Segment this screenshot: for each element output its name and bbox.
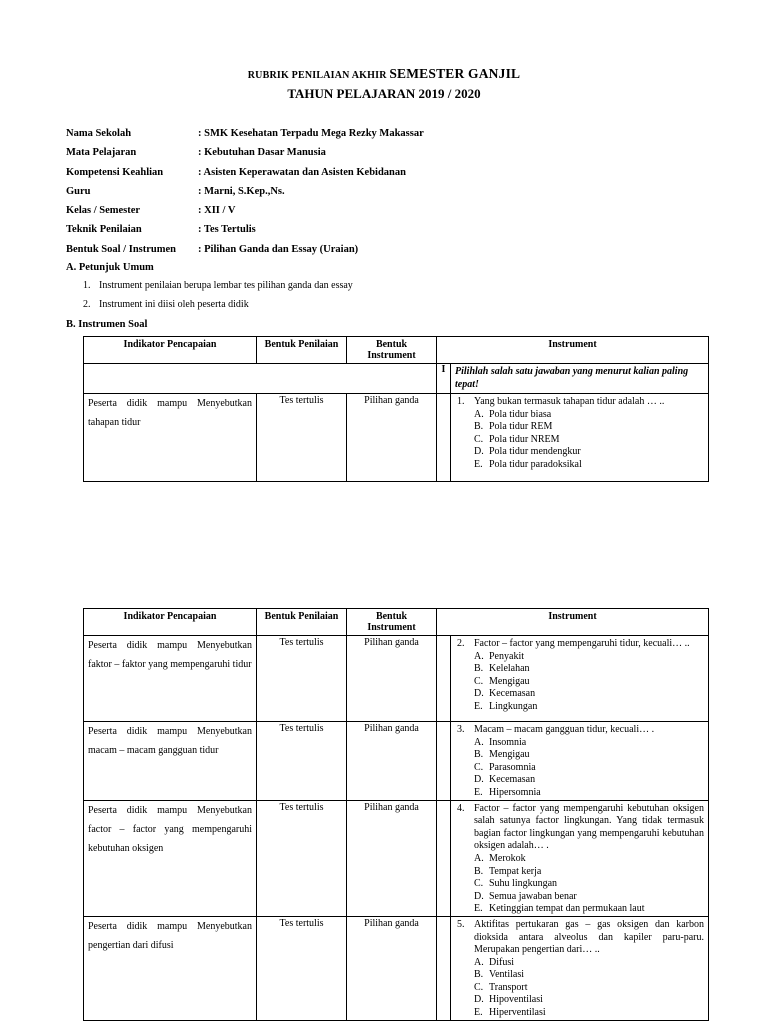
info-label: Guru <box>66 185 91 197</box>
indikator-cell: Peserta didik mampu Menyebutkan factor – factor yang mempengaruhi kebutuhan oksigen <box>84 800 257 916</box>
header-bentuk-penilaian: Bentuk Penilaian <box>257 337 347 364</box>
table-header-row <box>84 609 709 636</box>
option-letter: E. <box>474 1007 483 1019</box>
info-row <box>66 167 424 186</box>
option-letter: B. <box>474 421 484 433</box>
question <box>457 919 704 957</box>
instrument-table-2 <box>83 608 709 1021</box>
option-text: Mengigau <box>489 749 530 761</box>
option-letter: A. <box>474 408 484 420</box>
option <box>457 982 704 995</box>
option-letter: B. <box>474 865 484 877</box>
info-row <box>66 205 424 224</box>
indikator-cell: Peserta didik mampu Menyebutkan macam – macam gangguan tidur <box>84 722 257 801</box>
option-text: Kecemasan <box>489 688 536 700</box>
option-letter: E. <box>474 700 483 712</box>
option-text: Kecemasan <box>489 774 536 786</box>
option <box>457 866 704 879</box>
option <box>457 878 704 891</box>
option <box>457 446 704 459</box>
option-text: Merokok <box>489 852 526 864</box>
option-letter: D. <box>474 688 484 700</box>
document-title <box>0 66 768 82</box>
table-row <box>84 722 709 801</box>
option <box>457 891 704 904</box>
option-letter: D. <box>474 446 484 458</box>
document-subtitle: TAHUN PELAJARAN 2019 / 2020 <box>287 86 481 101</box>
info-value: : SMK Kesehatan Terpadu Mega Rezky Makassar <box>198 128 424 139</box>
question-number: 3. <box>457 724 465 735</box>
indikator-cell: Peserta didik mampu Menyebutkan faktor – faktor yang mempengaruhi tidur <box>84 636 257 722</box>
option <box>457 762 704 775</box>
empty-num-cell <box>437 916 451 1020</box>
header-instrument: Instrument <box>437 609 709 636</box>
list-text: Instrument penilaian berupa lembar tes pilihan ganda dan essay <box>99 280 353 291</box>
empty-num-cell <box>437 800 451 916</box>
option-letter: C. <box>474 675 484 687</box>
option-text: Pola tidur NREM <box>489 433 560 445</box>
penilaian-cell: Tes tertulis <box>257 800 347 916</box>
info-label: Kelas / Semester <box>66 205 141 217</box>
info-value: : XII / V <box>198 205 236 217</box>
info-value: : Kebutuhan Dasar Manusia <box>198 147 326 159</box>
option <box>457 688 704 701</box>
info-row <box>66 186 424 205</box>
option-text: Tempat kerja <box>489 865 542 877</box>
info-row <box>66 244 424 263</box>
option <box>457 409 704 422</box>
info-value: : Tes Tertulis <box>198 224 256 236</box>
option-letter: D. <box>474 890 484 902</box>
penilaian-cell: Tes tertulis <box>257 394 347 482</box>
option <box>457 737 704 750</box>
question-cell <box>451 800 709 916</box>
option-letter: B. <box>474 969 484 981</box>
instructions-list <box>83 280 353 318</box>
option-letter: A. <box>474 650 484 662</box>
header-bentuk-instrument: Bentuk Instrument <box>347 609 437 636</box>
option <box>457 853 704 866</box>
question-text: Aktifitas pertukaran gas – gas oksigen dan karbon dioksida antara alveolus dan kapiler paru-paru. Merupakan pengertian dari… .. <box>474 918 704 956</box>
option <box>457 701 704 714</box>
question-text: Factor – factor yang mempengaruhi tidur, kecuali… .. <box>474 638 690 649</box>
option-text: Suhu lingkungan <box>489 878 558 890</box>
header-bentuk-instrument: Bentuk Instrument <box>347 337 437 364</box>
question-text: Factor – factor yang mempengaruhi kebutuhan oksigen salah satunya factor lingkungan. Yang tidak termasuk bagian factor lingkungan yang mempengaruhi kebutuhan oksigen adalah… . <box>474 802 704 852</box>
option-text: Lingkungan <box>489 700 538 712</box>
table-row <box>84 800 709 916</box>
header-bentuk-penilaian: Bentuk Penilaian <box>257 609 347 636</box>
table-row <box>84 364 709 394</box>
info-value: : Asisten Keperawatan dan Asisten Kebidanan <box>198 166 406 178</box>
option-letter: E. <box>474 458 483 470</box>
option <box>457 787 704 800</box>
empty-num-cell <box>437 636 451 722</box>
list-number: 2. <box>83 299 91 310</box>
question-cell <box>451 636 709 722</box>
option-text: Ketinggian tempat dan permukaan laut <box>489 903 645 915</box>
list-text: Instrument ini diisi oleh peserta didik <box>99 299 249 310</box>
list-item <box>83 280 353 299</box>
info-row <box>66 147 424 166</box>
info-label: Mata Pelajaran <box>66 147 137 159</box>
table-header-row <box>84 337 709 364</box>
option <box>457 434 704 447</box>
info-row <box>66 128 424 147</box>
option-letter: A. <box>474 956 484 968</box>
option <box>457 969 704 982</box>
question <box>457 396 704 409</box>
instrument-type-cell: Pilihan ganda <box>347 394 437 482</box>
option-letter: A. <box>474 736 484 748</box>
instrument-type-cell: Pilihan ganda <box>347 800 437 916</box>
option-text: Parasomnia <box>489 761 536 773</box>
option <box>457 459 704 472</box>
option-text: Pola tidur REM <box>489 421 553 433</box>
option-text: Pola tidur paradoksikal <box>489 458 582 470</box>
option-letter: D. <box>474 774 484 786</box>
option-text: Penyakit <box>489 650 524 662</box>
title-prefix: RUBRIK PENILAIAN AKHIR <box>247 70 387 81</box>
instrument-type-cell: Pilihan ganda <box>347 916 437 1020</box>
title-main: SEMESTER GANJIL <box>389 66 521 81</box>
option-letter: B. <box>474 749 484 761</box>
table-row <box>84 394 709 482</box>
option-text: Hipersomnia <box>489 786 541 798</box>
option-text: Semua jawaban benar <box>489 890 577 902</box>
question <box>457 803 704 853</box>
empty-num-cell <box>437 722 451 801</box>
option-text: Transport <box>489 981 528 993</box>
option <box>457 1007 704 1020</box>
question-number: 5. <box>457 918 465 930</box>
list-item <box>83 299 353 318</box>
question-text: Macam – macam gangguan tidur, kecuali… . <box>474 724 655 735</box>
option-letter: A. <box>474 852 484 864</box>
question-cell <box>451 916 709 1020</box>
instrument-type-cell: Pilihan ganda <box>347 636 437 722</box>
info-label: Bentuk Soal / Instrumen <box>66 243 176 255</box>
empty-num-cell <box>437 394 451 482</box>
option-letter: D. <box>474 994 484 1006</box>
list-number: 1. <box>83 280 91 291</box>
option-text: Difusi <box>489 956 514 968</box>
option-text: Pola tidur mendengkur <box>489 446 581 458</box>
instrument-type-cell: Pilihan ganda <box>347 722 437 801</box>
info-value: : Marni, S.Kep.,Ns. <box>198 185 285 197</box>
info-row <box>66 224 424 243</box>
option-text: Mengigau <box>489 675 530 687</box>
option-letter: C. <box>474 878 484 890</box>
header-indikator: Indikator Pencapaian <box>84 337 257 364</box>
question-number: 1. <box>457 396 465 407</box>
empty-cell <box>84 364 437 394</box>
option-letter: C. <box>474 761 484 773</box>
option <box>457 994 704 1007</box>
option <box>457 749 704 762</box>
option-letter: E. <box>474 786 483 798</box>
section-a-heading: A. Petunjuk Umum <box>66 262 154 273</box>
section-number: I <box>437 364 451 394</box>
header-indikator: Indikator Pencapaian <box>84 609 257 636</box>
section-b-heading: B. Instrumen Soal <box>66 319 148 330</box>
option-letter: E. <box>474 903 483 915</box>
instrument-table-1 <box>83 336 709 482</box>
option <box>457 903 704 916</box>
indikator-cell: Peserta didik mampu Menyebutkan pengertian dari difusi <box>84 916 257 1020</box>
option-text: Hipoventilasi <box>489 994 543 1006</box>
info-label: Teknik Penilaian <box>66 224 142 236</box>
option-letter: B. <box>474 663 484 675</box>
option-text: Insomnia <box>489 736 527 748</box>
question <box>457 724 704 737</box>
question-cell <box>451 394 709 482</box>
info-label: Nama Sekolah <box>66 128 132 139</box>
option <box>457 676 704 689</box>
info-block <box>66 128 424 263</box>
question <box>457 638 704 651</box>
option <box>457 651 704 664</box>
header-instrument: Instrument <box>437 337 709 364</box>
info-value: : Pilihan Ganda dan Essay (Uraian) <box>198 243 359 255</box>
option-letter: C. <box>474 981 484 993</box>
question-number: 2. <box>457 638 465 649</box>
option <box>457 663 704 676</box>
option-text: Pola tidur biasa <box>489 408 552 420</box>
option-text: Kelelahan <box>489 663 530 675</box>
option <box>457 421 704 434</box>
question-number: 4. <box>457 802 465 814</box>
option-letter: C. <box>474 433 484 445</box>
penilaian-cell: Tes tertulis <box>257 636 347 722</box>
info-label: Kompetensi Keahlian <box>66 166 164 178</box>
penilaian-cell: Tes tertulis <box>257 916 347 1020</box>
penilaian-cell: Tes tertulis <box>257 722 347 801</box>
question-cell <box>451 722 709 801</box>
indikator-cell: Peserta didik mampu Menyebutkan tahapan tidur <box>84 394 257 482</box>
section-instruction: Pilihlah salah satu jawaban yang menurut kalian paling tepat! <box>451 364 709 394</box>
option <box>457 957 704 970</box>
question-text: Yang bukan termasuk tahapan tidur adalah … .. <box>474 396 665 407</box>
table-row <box>84 636 709 722</box>
option-text: Ventilasi <box>489 969 524 981</box>
option-text: Hiperventilasi <box>489 1007 546 1019</box>
table-row <box>84 916 709 1020</box>
option <box>457 774 704 787</box>
